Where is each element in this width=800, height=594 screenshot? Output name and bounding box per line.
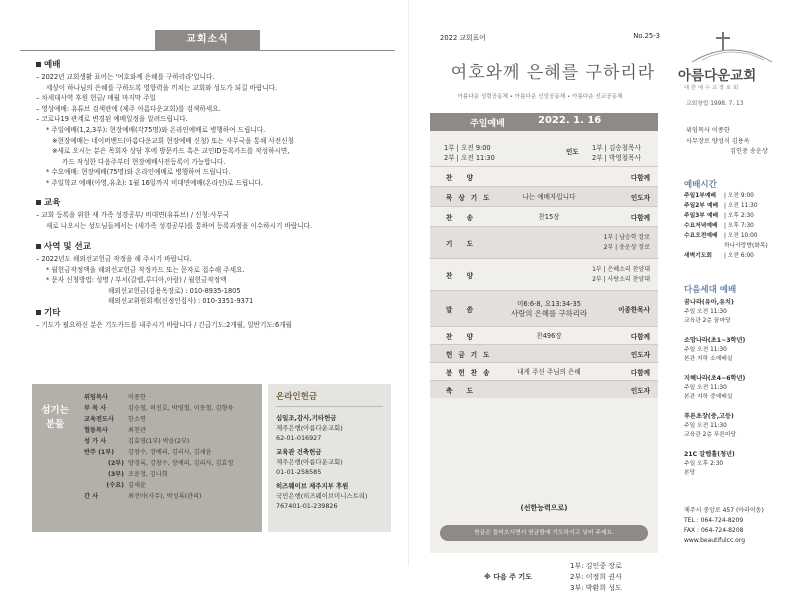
order-row [430,326,658,344]
news-line: * 월헌금작정액을 해외선교헌금 작정카드 또는 문자로 접수해 주세요. [46,265,245,274]
news-line: 카드 작성한 다음주부터 현장예배사전등록이 가능합니다. [62,157,226,166]
sub-slogan: 아름다운 성령공동체 • 아름다운 신앙공동체 • 아름다운 선교공동체 [457,94,623,100]
next-gen-title: 다음세대 예배 [684,285,737,295]
order-item-name: 찬 송 [446,213,480,222]
account-number: 767401-01-239826 [276,502,338,510]
section-worship [36,58,391,189]
next-gen-item: 소망나라(초1~3학년) 주일 오전 11:30 본관 지하 소예배실 [684,337,746,362]
leader: 2부 | 박영철목사 [592,154,641,162]
order-row [430,186,658,206]
section-title: 예배 [44,60,61,70]
divider [20,50,395,51]
staff-box [32,384,262,532]
account-bank: 국민은행(히즈웨이브미니스트리) [276,492,368,500]
next-prayer-label: ※ 다음 주 기도 [484,573,532,581]
order-item-leader: 다함께 [630,332,650,341]
service-title: 주일예배 [470,119,505,129]
website-link[interactable]: www.beautifulcc.org [684,537,746,544]
next-gen-item: 21C 갈렙홀(청년) 주일 오후 2:30 본당 [684,451,735,476]
online-offering-box [268,384,391,532]
order-item-content: 미6:6-8, 요13:34-35 사랑의 은혜를 구하리라 [510,299,588,318]
order-item-name: 축 도 [446,386,480,395]
account-number: 62-01-016927 [276,434,322,442]
account-heading: 교육관 건축헌금 [276,448,322,456]
account-heading: 히즈웨이브 제주지부 후원 [276,482,349,490]
staff-row: (2부) 양경록, 강창수, 장예리, 김리사, 김효정 [108,460,234,467]
news-line: * 주일예배(1,2,3부): 현장예배(각75명)와 온라인예배로 병행하여 드립니다. [46,125,266,134]
bullet-icon [36,200,41,205]
account-heading: 십일조,감사,기타헌금 [276,414,337,422]
news-line: – 기도가 필요하신 분은 기도카드를 내주시기 바랍니다 / 긴급기도:2개월, 일반기도:6개월 [36,321,292,329]
info-panel [672,28,792,553]
order-of-service [430,113,658,592]
news-panel [20,28,395,553]
next-gen-item: 푸른초장(중,고등) 주일 오전 11:30 교육관 2층 푸른마당 [684,413,737,438]
order-item-name: 말 씀 [446,305,480,314]
order-item-name: 찬 양 [446,332,480,341]
next-prayer-item: 2부: 이정희 권사 [570,573,622,581]
staff-row: 부 목 사 김승철, 허진호, 박영철, 이동철, 김형욱 [84,405,234,412]
news-line: – 2022년도 해외선교헌금 작정을 해 주시기 바랍니다. [36,255,192,263]
news-line: – 영상예배: 유튜브 검색란에 (제주 아름다운교회)를 검색하세요. [36,104,221,113]
service-panel [420,28,660,592]
worship-times-title: 예배시간 [684,180,717,190]
order-item-content: 찬15장 [538,212,560,221]
order-item-name: 봉헌찬송 [446,368,496,377]
bullet-icon [36,62,41,67]
order-item-leader: 다함께 [630,173,650,182]
news-header: 교회소식 [155,30,260,50]
staff-row: 협동목사 최천관 [84,427,146,434]
section-etc [36,306,391,331]
order-row [430,380,658,398]
service-times [444,143,654,163]
next-prayer-item: 1부: 김인중 장로 [570,562,622,570]
next-gen-item: 꿈나라(유아,유치) 주일 오전 11:30 교육관 2층 꿈마당 [684,299,734,324]
staff-row: 위임목사 이종한 [84,394,146,401]
order-item-name: 기 도 [446,239,480,248]
section-title: 교육 [44,198,61,208]
order-item-name: 찬 양 [446,173,480,182]
year-motto-label: 2022 교회표어 [440,34,486,42]
service-date: 2022. 1. 16 [538,115,602,126]
order-item-content: 찬496장 [536,331,562,340]
order-item-leader: 인도자 [630,386,650,395]
order-row [430,258,658,290]
news-line: – 2022년 교회생활 표어는 '여호와께 은혜를 구하리라'입니다. [36,73,215,81]
order-item-name: 헌금기도 [446,350,496,359]
account-bank: 제주은행(아름다운교회) [276,424,343,432]
staff-list [84,392,233,502]
order-row [430,226,658,258]
news-line: * 주일학교 예배(아영,유초): 1월 16일까지 비대면예배(온라인)로 드립니다. [46,178,264,187]
account-number: 01-01-258585 [276,468,322,476]
news-line: ※현장예배는 네이버밴드(아름다운교회 현장예배 신청) 또는 사무국을 통해 사전신청 [52,136,294,145]
news-line: ※새로 오시는 분은 목회자 상담 후에 방문카드 혹은 교인ID등록카드를 작성하시면, [52,147,290,156]
offering-note: 헌금은 들어오시면서 헌금함에 기도하시고 넣어 주세요. [440,525,648,541]
benediction-note: (선한능력으로) [520,504,568,512]
staff-row: (수요) 김세윤 [106,482,146,489]
section-title: 기타 [44,308,61,318]
issue-number: No.25-3 [633,32,660,40]
bullet-icon [36,310,41,315]
pastor-info: 위임목사 이종한 사무장로 양성식 김용옥 김인중 송운상 [686,127,768,155]
section-education [36,196,391,231]
order-table [430,166,658,398]
order-item-leader: 1부 | 남승학 장로 2부 | 송운상 장로 [603,233,650,251]
church-address: 제주시 중앙로 457 (아라이동) TEL : 064-724-8209 FAX : 064-724-8208 www.beautifulcc.org [684,507,764,544]
lead-label: 인도 [566,148,579,156]
church-name: 아름다운교회 [678,68,757,84]
church-denomination: 대한예수교장로회 [684,85,741,91]
account-bank: 제주은행(아름다운교회) [276,458,343,466]
order-item-leader: 다함께 [630,213,650,222]
order-item-content: 내게 주신 주님의 은혜 [517,367,581,376]
bullet-icon [36,244,41,249]
worship-times: 주일1부예배 | 오전 9:00 주일2부 예배 | 오전 11:30 주일3부 예배 | 오후 2:30 수요저녁예배 | 오후 7:30 수요오전예배 | 오전 10:00 하나사랑방(화목) 새벽기도회 | 오전 6:00 [684,193,768,259]
order-item-name: 찬 양 [446,271,480,280]
news-line: 해외선교위원회계(신정인집사) : 010-3351-9371 [108,297,254,306]
online-offering-title: 온라인헌금 [276,390,383,407]
order-item-leader: 인도자 [630,193,650,202]
news-line: – 차세대사역 후원 헌금/ 매월 마지막 주일 [36,94,157,103]
order-item-name: 묵상기도 [446,193,496,202]
next-gen-item: 지혜나라(초4~6학년) 주일 오전 11:30 본관 지하 중예배실 [684,375,746,400]
staff-row: (3부) 조윤정, 김나희 [108,471,168,478]
news-line: 해외선교헌금(김용옥장로) : 010-8935-1805 [108,286,241,295]
order-item-leader: 인도자 [630,350,650,359]
staff-row: 간 사 최선아(사무), 박성록(관리) [84,493,202,500]
news-line: – 교회 등록을 위한 새 가족 성경공부/ 비대면(유튜브) / 신청:사무국 [36,211,230,219]
staff-row: 성 가 사 김효영(1부) 박윤(2부) [84,438,190,445]
leader: 1부 | 김승철목사 [592,144,641,152]
order-row [430,206,658,226]
news-line: * 수요예배: 현장예배(75명)와 온라인예배로 병행하여 드립니다. [46,168,231,177]
staff-title: 섬기는 분들 [41,405,69,430]
order-row [430,166,658,186]
order-item-leader: 1부 | 은혜소리 찬양대 2부 | 사랑소리 찬양대 [592,265,650,283]
order-row [430,344,658,362]
order-item-leader: 다함께 [630,368,650,377]
founded-date: 교회창립 1998. 7. 13 [686,101,744,107]
service-time: 2부 | 오전 11:30 [444,154,495,162]
news-line: 세상이 하나님의 은혜를 구하도록 영향력을 끼치는 교회와 성도가 되길 바랍니다. [46,83,278,92]
staff-row: 반주 (1부) 강창수, 장예리, 김리사, 김세윤 [84,449,212,456]
page-fold [408,0,409,566]
news-line: 새로 나오시는 성도님들께서는 (새가족 성경공부)를 통하여 등록과정을 이수하시기 바랍니다. [46,221,313,230]
section-mission [36,240,391,307]
next-prayer-item: 3부: 박환희 성도 [570,584,622,592]
service-time: 1부 | 오전 9:00 [444,144,491,152]
order-item-leader: 이종한목사 [618,305,650,314]
order-row [430,290,658,326]
news-line: * 문자 신청방법: 성명 / 부서(갈렙,루디아,아람) / 월헌금작정액 [46,276,227,285]
news-line: – 코로나19 관계로 변경된 예배일정을 알려드립니다. [36,115,188,124]
service-header [430,113,658,131]
order-item-content: 나는 예배자입니다 [522,192,576,201]
section-title: 사역 및 선교 [44,242,91,252]
staff-row: 교육전도사 한소연 [84,416,146,423]
order-row [430,362,658,380]
slogan: 여호와께 은혜를 구하리라 [450,63,656,83]
